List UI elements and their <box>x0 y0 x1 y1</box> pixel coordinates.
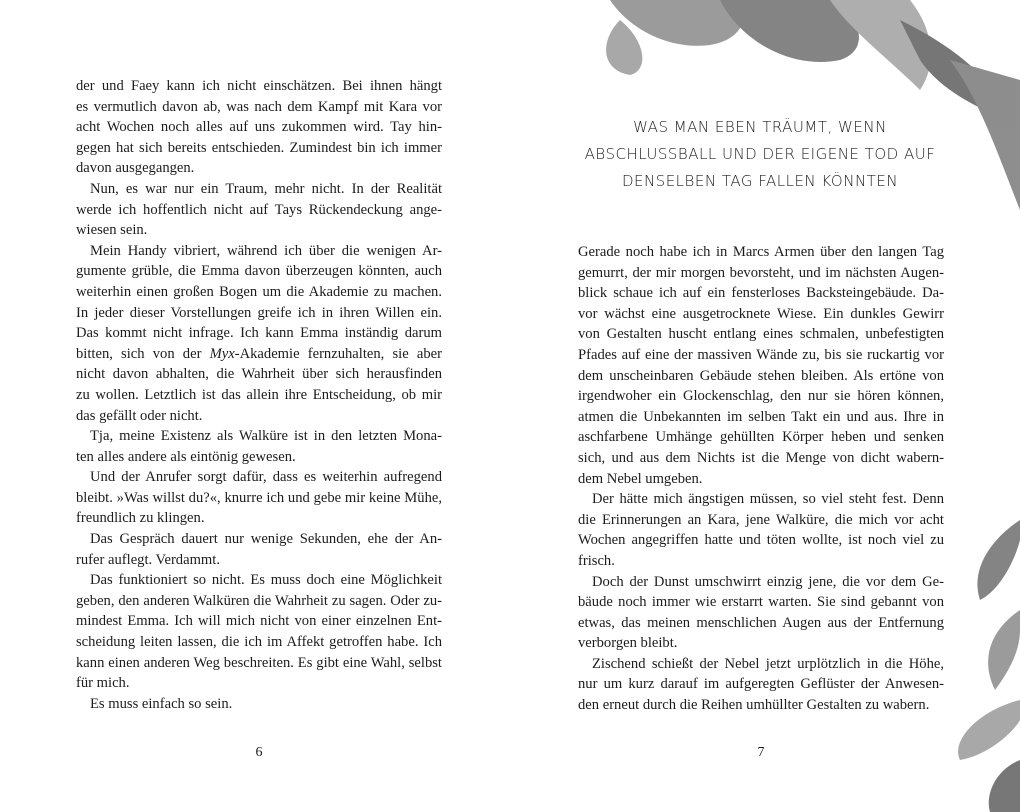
text-line: bleibt. »Was willst du?«, knurre ich und gebe mir keine Mühe, <box>76 489 442 506</box>
text-line: etwas, das meinen menschlichen Augen aus der Entfernung <box>578 614 944 631</box>
paragraph <box>578 654 944 716</box>
text-line: frisch. <box>578 552 615 569</box>
paragraph <box>76 426 442 467</box>
right-page-body <box>578 242 944 716</box>
chapter-title <box>560 114 960 195</box>
paragraph <box>578 489 944 571</box>
text-line: für mich. <box>76 675 130 692</box>
chapter-title-line: DENSELBEN TAG FALLEN KÖNNTEN <box>621 172 899 190</box>
text-line: das gefällt oder nicht. <box>76 407 203 424</box>
text-line: werde ich hoffentlich nicht auf Tays Rückendeckung ange- <box>76 201 442 218</box>
text-line: aschfarbene Umhänge gehüllten Körper heben und senken <box>578 429 944 446</box>
text-line: sich, und aus dem Nichts ist die Menge von dicht wabern- <box>578 449 944 466</box>
text-line: In jeder dieser Vorstellungen greife ich in ihren Willen ein. <box>76 304 442 321</box>
paragraph <box>76 529 442 570</box>
text-line: Zischend schießt der Nebel jetzt urplötzlich in die Höhe, <box>592 655 944 672</box>
left-page-body <box>76 76 442 714</box>
text-line: irgendwoher ein Glockenschlag, den nur sie hören können, <box>578 388 944 405</box>
text-line: vor wächst eine ausgetrocknete Wiese. Ein dunkles Gewirr <box>578 305 944 322</box>
paragraph <box>76 467 442 529</box>
paragraph <box>76 76 442 179</box>
text-line: gemurrt, der mir morgen bevorsteht, und im nächsten Augen- <box>578 264 944 281</box>
text-line: Es muss einfach so sein. <box>90 695 233 712</box>
paragraph <box>578 572 944 654</box>
text-line: geben, den anderen Walküren die Wahrheit zu sagen. Oder zu- <box>76 592 442 609</box>
chapter-title-line: ABSCHLUSSBALL UND DER EIGENE TOD AUF <box>584 145 936 163</box>
text-line: Wochen angegriffen hatte und töten wollte, ist noch viel zu <box>578 532 944 549</box>
text-line: gumente grüble, die Emma davon überzeugen könnten, auch <box>76 263 442 280</box>
text-line: gegen hat sich bereits entschieden. Zumindest bin ich immer <box>76 139 442 156</box>
text-line: den erneut durch die Reihen umhüllter Gestalten zu wabern. <box>578 697 930 714</box>
text-line: Gerade noch habe ich in Marcs Armen über den langen Tag <box>578 244 944 260</box>
paragraph <box>76 179 442 241</box>
text-line: Das funktioniert so nicht. Es muss doch eine Möglichkeit <box>90 572 442 589</box>
text-line: rufer auflegt. Verdammt. <box>76 551 220 568</box>
text-line: ten alles andere als eintönig gewesen. <box>76 448 296 465</box>
text-line: blick schaue ich auf ein fensterloses Backsteingebäude. Da- <box>578 285 944 302</box>
text-line: scheidung leiten lassen, die ich im Affekt getroffen habe. Ich <box>76 634 442 651</box>
text-line: Doch der Dunst umschwirrt einzig jene, die vor dem Ge- <box>592 573 944 590</box>
text-line: Der hätte mich ängstigen müssen, so viel steht fest. Denn <box>592 491 944 508</box>
text-line: Nun, es war nur ein Traum, mehr nicht. In der Realität <box>90 180 442 197</box>
text-line: acht Wochen noch alles auf uns zukommen wird. Tay hin- <box>76 119 442 136</box>
text-line: Tja, meine Existenz als Walküre ist in den letzten Mona- <box>90 428 442 445</box>
text-line: Das kommt nicht infrage. Ich kann Emma inständig darum <box>76 325 442 342</box>
text-line: verborgen bleibt. <box>578 635 678 652</box>
text-line: atmen die Unbekannten im selben Takt ein und aus. Ihre in <box>578 408 944 425</box>
text-line: dem unscheinbaren Gebäude stehen bleiben. Als ertöne von <box>578 367 944 384</box>
text-line: freundlich zu klingen. <box>76 510 205 527</box>
paragraph <box>578 242 944 489</box>
page-number-right: 7 <box>757 745 765 760</box>
text-line: davon ausgegangen. <box>76 160 195 177</box>
text-line: nicht davon abhalten, die Wahrheit über sich herausfinden <box>76 366 442 383</box>
text-line: Das Gespräch dauert nur wenige Sekunden, ehe der An- <box>90 531 442 548</box>
paragraph <box>76 241 442 426</box>
text-line: nur um kurz darauf im aufgeregten Geflüster der Anwesen- <box>578 676 944 693</box>
text-line: dem Nebel umgeben. <box>578 470 703 487</box>
text-line: Pfades auf eine der massiven Wände zu, bis sie ruckartig vor <box>578 346 944 363</box>
foliage-ornament-bottom-icon <box>940 520 1020 812</box>
text-line: es vermutlich davon ab, was nach dem Kampf mit Kara vor <box>76 98 442 115</box>
italic-word: Myx <box>209 345 235 362</box>
chapter-title-line: WAS MAN EBEN TRÄUMT, WENN <box>633 118 887 136</box>
paragraph <box>76 570 442 694</box>
text-line: zu wollen. Letztlich ist das allein ihre Entscheidung, ob mir <box>76 386 442 403</box>
text-line: wiesen sein. <box>76 222 148 239</box>
text-line: die Erinnerungen an Kara, jene Walküre, die mich vor acht <box>578 511 944 528</box>
text-line: weiterhin einen großen Bogen um die Akademie zu machen. <box>76 283 442 300</box>
text-line: mindest Emma. Ich will mich nicht von einer einzelnen Ent- <box>76 613 442 630</box>
text-line: von Gestalten huscht entlang eines schmalen, unbefestigten <box>578 326 944 343</box>
text-line: kann einen anderen Weg beschreiten. Es gibt eine Wahl, selbst <box>76 654 442 671</box>
text-line: der und Faey kann ich nicht einschätzen. Bei ihnen hängt <box>76 78 442 94</box>
text-line: Und der Anrufer sorgt dafür, dass es weiterhin aufregend <box>90 469 442 486</box>
paragraph <box>76 694 442 715</box>
page-number-left: 6 <box>255 745 263 760</box>
text-line: bitten, sich von der Myx-Akademie fernzuhalten, sie aber <box>76 345 442 362</box>
text-line: Mein Handy vibriert, während ich über die wenigen Ar- <box>90 242 442 259</box>
text-line: bäude noch immer wie erstarrt warten. Sie sind gebannt von <box>578 594 944 611</box>
